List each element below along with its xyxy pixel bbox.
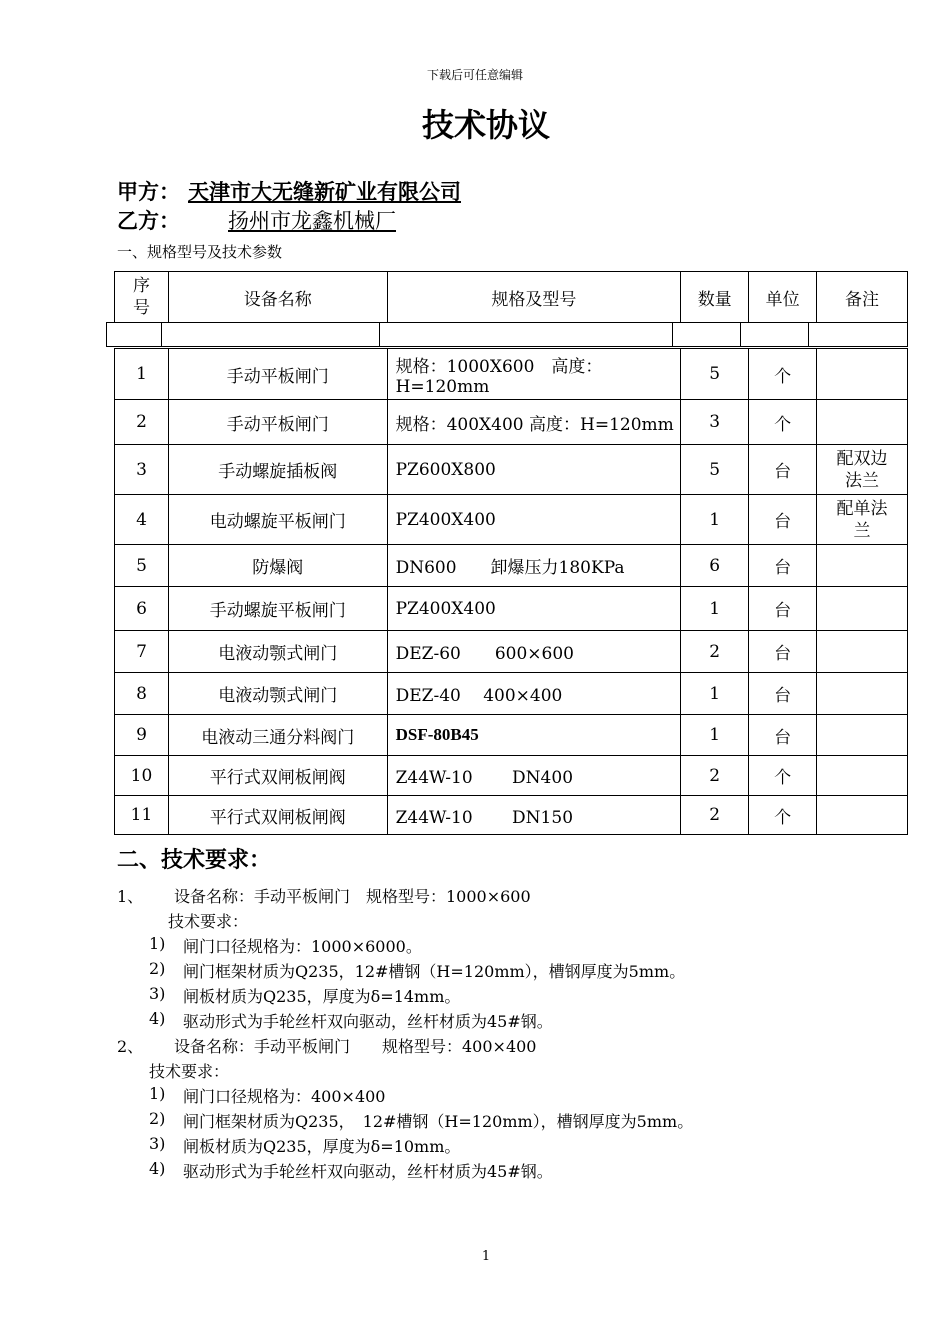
row-unit-cell: 台 — [749, 545, 817, 587]
row-no-cell: 10 — [115, 756, 169, 796]
row-qty-cell: 5 — [681, 445, 749, 495]
page-number: 1 — [481, 1249, 491, 1264]
req-number: 1) — [149, 1084, 166, 1103]
req-number: 4) — [149, 1009, 166, 1028]
empty-cell — [379, 323, 673, 347]
empty-cell — [809, 323, 908, 347]
document-title: 技术协议 — [421, 106, 550, 144]
spec-table — [114, 271, 908, 835]
row-note-cell — [817, 349, 908, 400]
row-no-cell: 7 — [115, 631, 169, 673]
req-number: 2) — [149, 1109, 166, 1128]
row-unit-cell: 台 — [749, 495, 817, 545]
row-note-cell — [817, 715, 908, 756]
requirements-label: 技术要求： — [168, 912, 249, 931]
req-number: 3) — [149, 1134, 166, 1153]
row-no-cell: 8 — [115, 673, 169, 715]
row-no-cell: 5 — [115, 545, 169, 587]
table-row — [115, 631, 908, 673]
table-row — [115, 545, 908, 587]
header-cell-note: 备注 — [817, 272, 908, 323]
row-name-cell: 电液动三通分料阀门 — [168, 715, 387, 756]
row-name-cell: 手动平板闸门 — [168, 400, 387, 445]
row-unit-cell: 个 — [749, 796, 817, 835]
table-row — [115, 715, 908, 756]
row-note-cell — [817, 631, 908, 673]
row-spec-cell: 规格：400X400 高度：H=120mm — [387, 400, 681, 445]
req-text: 闸门口径规格为：400×400 — [183, 1087, 386, 1106]
row-qty-cell: 6 — [681, 545, 749, 587]
empty-cell — [161, 323, 379, 347]
row-name-cell: 防爆阀 — [168, 545, 387, 587]
table-row — [115, 400, 908, 445]
row-spec-cell: Z44W-10 DN400 — [387, 756, 681, 796]
req-number: 2) — [149, 959, 166, 978]
row-note-cell: 配双边法兰 — [817, 445, 908, 495]
row-unit-cell: 台 — [749, 673, 817, 715]
row-no-cell: 3 — [115, 445, 169, 495]
req-text: 闸门框架材质为Q235，12#槽钢（H=120mm），槽钢厚度为5mm。 — [183, 962, 686, 981]
row-unit-cell: 个 — [749, 756, 817, 796]
row-name-cell: 手动平板闸门 — [168, 349, 387, 400]
row-no-cell: 4 — [115, 495, 169, 545]
row-qty-cell: 5 — [681, 349, 749, 400]
party-b — [117, 205, 442, 235]
row-qty-cell: 1 — [681, 673, 749, 715]
row-spec-cell: DEZ-40 400×400 — [387, 673, 681, 715]
row-note-cell — [817, 545, 908, 587]
req-text: 闸门框架材质为Q235， 12#槽钢（H=120mm），槽钢厚度为5mm。 — [183, 1112, 694, 1131]
row-qty-cell: 3 — [681, 400, 749, 445]
row-note-cell: 配单法兰 — [817, 495, 908, 545]
row-name-cell: 平行式双闸板闸阀 — [168, 796, 387, 835]
table-header-row — [115, 272, 908, 323]
header-cell-qty: 数量 — [681, 272, 749, 323]
row-spec-cell: PZ400X400 — [387, 587, 681, 631]
row-note-cell — [817, 756, 908, 796]
row-name-cell: 手动螺旋平板闸门 — [168, 587, 387, 631]
row-qty-cell: 1 — [681, 495, 749, 545]
row-no-cell: 2 — [115, 400, 169, 445]
row-unit-cell: 台 — [749, 445, 817, 495]
row-unit-cell: 个 — [749, 349, 817, 400]
table-row — [115, 349, 908, 400]
table-row — [115, 587, 908, 631]
req-text: 闸门口径规格为：1000×6000。 — [183, 937, 422, 956]
row-qty-cell: 1 — [681, 587, 749, 631]
req-text: 闸板材质为Q235，厚度为δ=10mm。 — [183, 1137, 461, 1156]
req-number: 3) — [149, 984, 166, 1003]
row-spec-cell: PZ400X400 — [387, 495, 681, 545]
row-unit-cell: 台 — [749, 587, 817, 631]
party-b-label: 乙方： — [117, 209, 180, 233]
table-row — [115, 495, 908, 545]
item-number: 2、 — [117, 1037, 144, 1056]
item-heading: 设备名称：手动平板闸门 规格型号：1000×600 — [174, 887, 531, 906]
row-unit-cell: 台 — [749, 715, 817, 756]
table-row — [115, 756, 908, 796]
req-number: 4) — [149, 1159, 166, 1178]
row-unit-cell: 个 — [749, 400, 817, 445]
header-cell-name: 设备名称 — [168, 272, 387, 323]
req-text: 驱动形式为手轮丝杆双向驱动，丝杆材质为45#钢。 — [183, 1162, 553, 1181]
item-heading: 设备名称：手动平板闸门 规格型号：400×400 — [174, 1037, 537, 1056]
empty-cell — [673, 323, 741, 347]
row-no-cell: 6 — [115, 587, 169, 631]
row-note-cell — [817, 796, 908, 835]
row-name-cell: 电液动颚式闸门 — [168, 673, 387, 715]
party-a-label: 甲方： — [117, 180, 180, 204]
party-b-name: 扬州市龙鑫机械厂 — [228, 209, 396, 233]
header-cell-unit: 单位 — [749, 272, 817, 323]
row-spec-cell: PZ600X800 — [387, 445, 681, 495]
row-no-cell: 1 — [115, 349, 169, 400]
row-qty-cell: 2 — [681, 756, 749, 796]
header-cell-no: 序号 — [115, 272, 169, 323]
row-name-cell: 电液动颚式闸门 — [168, 631, 387, 673]
row-name-cell: 平行式双闸板闸阀 — [168, 756, 387, 796]
row-spec-cell: DSF-80B45 — [387, 715, 681, 756]
empty-cell — [741, 323, 809, 347]
row-note-cell — [817, 673, 908, 715]
empty-row-table — [106, 322, 908, 347]
req-number: 1) — [149, 934, 166, 953]
req-text: 闸板材质为Q235，厚度为δ=14mm。 — [183, 987, 461, 1006]
header-note: 下载后可任意编辑 — [426, 68, 523, 82]
header-cell-spec: 规格及型号 — [387, 272, 681, 323]
row-name-cell: 手动螺旋插板阀 — [168, 445, 387, 495]
row-spec-cell: Z44W-10 DN150 — [387, 796, 681, 835]
party-a-name: 天津市大无缝新矿业有限公司 — [188, 180, 461, 204]
row-spec-cell: DEZ-60 600×600 — [387, 631, 681, 673]
row-qty-cell: 2 — [681, 631, 749, 673]
row-name-cell: 电动螺旋平板闸门 — [168, 495, 387, 545]
party-a — [117, 176, 461, 206]
row-spec-cell: DN600 卸爆压力180KPa — [387, 545, 681, 587]
section-2-title: 二、技术要求： — [117, 848, 272, 873]
row-note-cell — [817, 400, 908, 445]
row-note-cell — [817, 587, 908, 631]
table-row — [115, 673, 908, 715]
row-no-cell: 9 — [115, 715, 169, 756]
empty-cell — [107, 323, 162, 347]
row-spec-cell: 规格：1000X600 高度：H=120mm — [387, 349, 681, 400]
section-1-title: 一、规格型号及技术参数 — [117, 243, 283, 261]
row-qty-cell: 1 — [681, 715, 749, 756]
item-number: 1、 — [117, 887, 144, 906]
req-text: 驱动形式为手轮丝杆双向驱动，丝杆材质为45#钢。 — [183, 1012, 553, 1031]
row-unit-cell: 台 — [749, 631, 817, 673]
row-no-cell: 11 — [115, 796, 169, 835]
table-row — [115, 445, 908, 495]
row-qty-cell: 2 — [681, 796, 749, 835]
table-row — [115, 796, 908, 835]
requirements-label: 技术要求： — [149, 1062, 230, 1081]
